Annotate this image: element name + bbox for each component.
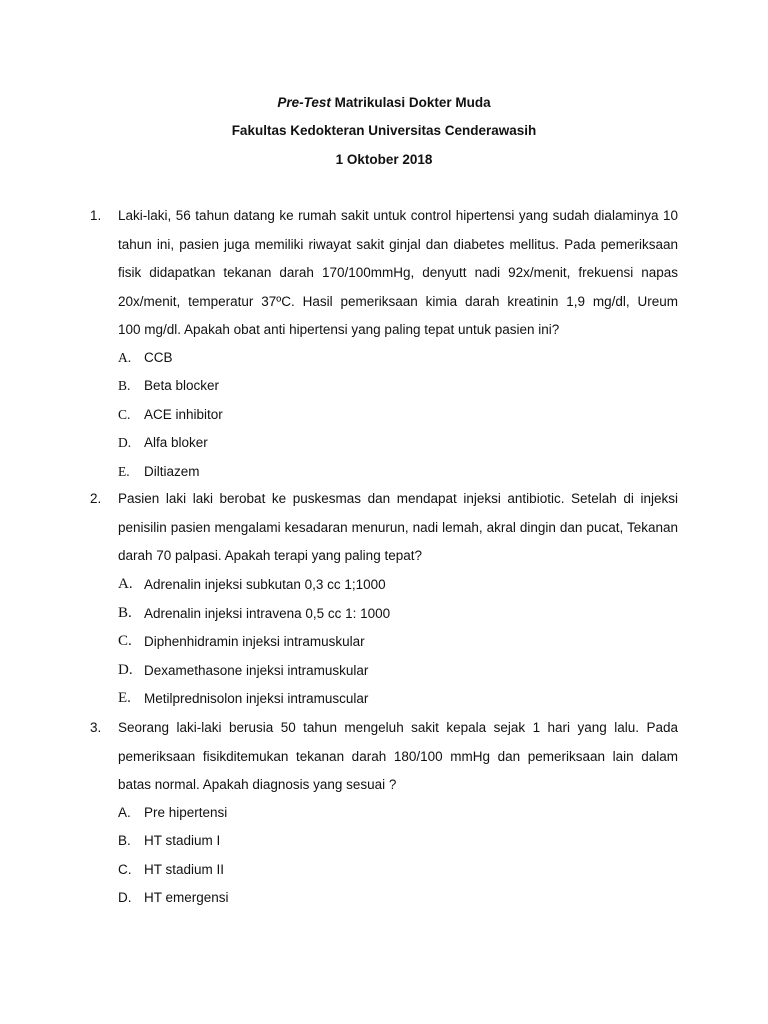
question-2-text <box>118 485 678 571</box>
option-letter: C. <box>118 407 131 422</box>
question-2-number: 2. <box>90 491 102 506</box>
option-letter: A. <box>118 805 131 820</box>
option-text: Adrenalin injeksi subkutan 0,3 cc 1;1000 <box>144 577 386 592</box>
option-text: Alfa bloker <box>144 435 208 450</box>
test-date: 1 Oktober 2018 <box>335 152 433 167</box>
page-title <box>0 95 768 110</box>
option-text: CCB <box>144 350 173 365</box>
option-letter: D. <box>118 890 132 905</box>
question-line: penisilin pasien mengalami kesadaran menurun, nadi lemah, akral dingin dan pucat, Tekanan <box>118 519 678 535</box>
question-1-text <box>118 202 678 345</box>
option-letter: E. <box>118 464 130 479</box>
question-line: 20x/menit, temperatur 37ºC. Hasil pemeriksaan kimia darah kreatinin 1,9 mg/dl, Ureum <box>118 293 678 309</box>
option-text: Dexamethasone injeksi intramuskular <box>144 663 369 678</box>
option-letter: A. <box>118 350 132 365</box>
question-3-number: 3. <box>90 720 102 735</box>
option-letter: A. <box>118 576 133 592</box>
title-rest: Matrikulasi Dokter Muda <box>330 95 491 110</box>
option-letter: B. <box>118 378 131 393</box>
question-3-text <box>118 714 678 800</box>
question-line: fisik didapatkan tekanan darah 170/100mmHg, denyutt nadi 92x/menit, frekuensi napas <box>118 265 678 281</box>
question-1-number: 1. <box>90 208 102 223</box>
title-italic: Pre-Test <box>277 95 331 110</box>
question-line: tahun ini, pasien juga memiliki riwayat sakit ginjal dan diabetes mellitus. Pada pemeriksaan <box>118 236 678 252</box>
option-text: Diphenhidramin injeksi intramuskular <box>144 634 365 649</box>
question-line: 100 mg/dl. Apakah obat anti hipertensi yang paling tepat untuk pasien ini? <box>118 322 560 338</box>
option-text: HT stadium II <box>144 862 225 877</box>
question-line: Pasien laki laki berobat ke puskesmas dan mendapat injeksi antibiotic. Setelah di injeksi <box>118 491 678 506</box>
faculty-name: Fakultas Kedokteran Universitas Cenderawasih <box>231 123 537 138</box>
option-letter: D. <box>118 435 132 450</box>
question-line: Seorang laki-laki berusia 50 tahun mengeluh sakit kepala sejak 1 hari yang lalu. Pada <box>118 720 678 735</box>
option-text: HT emergensi <box>144 890 229 905</box>
question-line: batas normal. Apakah diagnosis yang sesuai ? <box>118 777 397 793</box>
option-text: Beta blocker <box>144 378 220 393</box>
option-letter: D. <box>118 662 133 678</box>
question-line: Laki-laki, 56 tahun datang ke rumah sakit untuk control hipertensi yang sudah dialaminya 10 <box>118 208 678 223</box>
question-line: pemeriksaan fisikditemukan tekanan darah 180/100 mmHg dan pemeriksaan lain dalam <box>118 748 678 764</box>
option-letter: B. <box>118 833 131 848</box>
option-letter: E. <box>118 690 131 706</box>
option-letter: B. <box>118 605 132 621</box>
option-text: ACE inhibitor <box>144 407 223 422</box>
question-line: darah 70 palpasi. Apakah terapi yang paling tepat? <box>118 548 422 564</box>
option-letter: C. <box>118 633 132 649</box>
option-letter: C. <box>118 862 132 877</box>
option-text: Metilprednisolon injeksi intramuscular <box>144 691 369 706</box>
option-text: HT stadium I <box>144 833 221 848</box>
option-text: Diltiazem <box>144 464 200 479</box>
option-text: Adrenalin injeksi intravena 0,5 cc 1: 1000 <box>144 606 391 621</box>
option-text: Pre hipertensi <box>144 805 228 820</box>
